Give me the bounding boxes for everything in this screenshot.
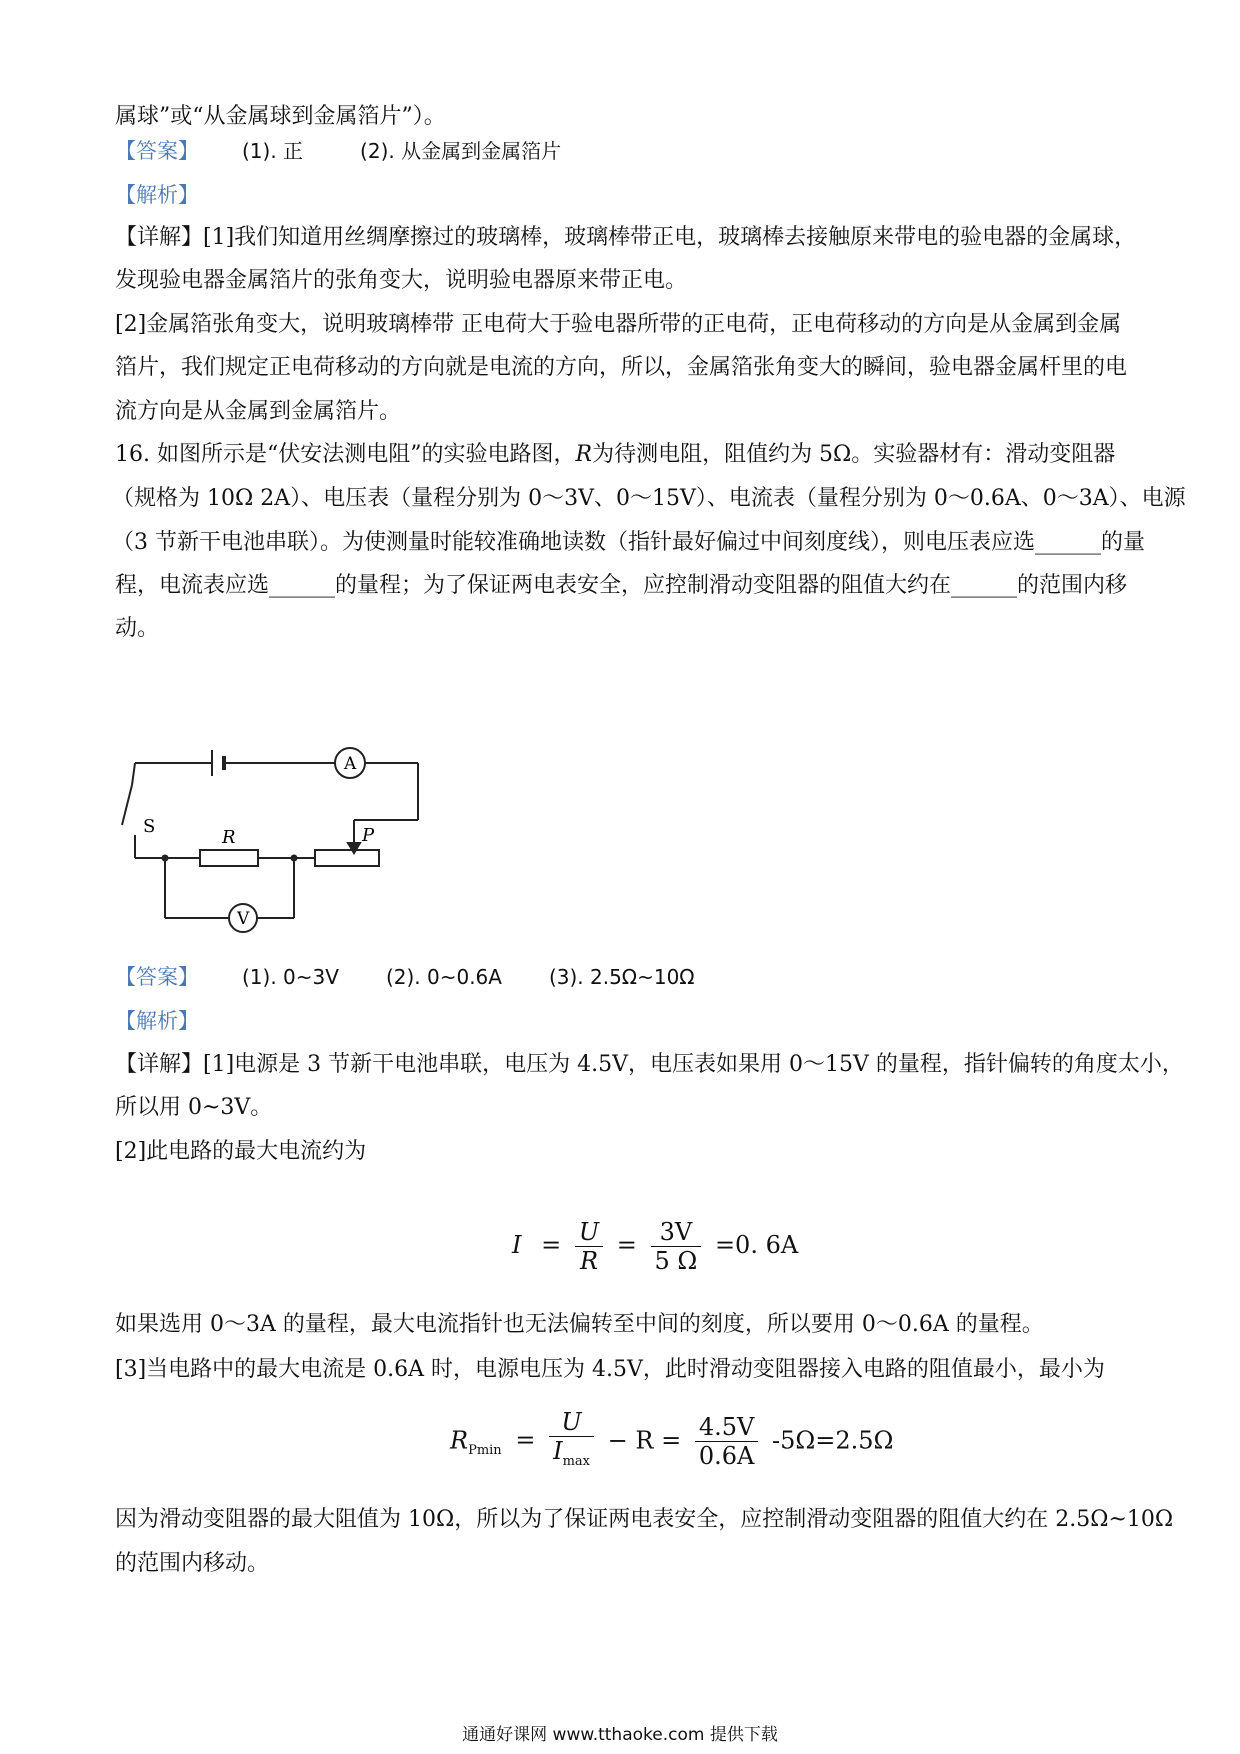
q16-detail-line: 【详解】[1]电源是 3 节新干电池串联，电压为 4.5V，电压表如果用 0～15V 的量程，指针偏转的角度太小， bbox=[115, 1052, 1184, 1077]
junction-dot bbox=[291, 855, 298, 862]
q16-question-line: 程，电流表应选______的量程；为了保证两电表安全，应控制滑动变阻器的阻值大约在______的范围内移 bbox=[115, 573, 1128, 598]
equals-sign: = bbox=[515, 1426, 536, 1455]
q16-answer-3: (3). 2.5Ω~10Ω bbox=[548, 965, 695, 989]
analysis-tag: 【解析】 bbox=[115, 1009, 199, 1033]
rheostat bbox=[315, 850, 379, 866]
q16-answer-row bbox=[115, 962, 695, 993]
fraction-u-imax: $\frac{U}{I_{max}}$ bbox=[549, 1408, 594, 1476]
q15-detail-line: 箔片，我们规定正电荷移动的方向就是电流的方向，所以，金属箔张角变大的瞬间，验电器金属杆里的电 bbox=[115, 355, 1128, 380]
q15-detail-line: 发现验电器金属箔片的张角变大，说明验电器原来带正电。 bbox=[115, 268, 688, 293]
formula-lhs: R bbox=[450, 1426, 469, 1455]
q15-detail-line: [2]金属箔张角变大，说明玻璃棒带 正电荷大于验电器所带的正电荷，正电荷移动的方向是从金属到金属 bbox=[115, 312, 1122, 337]
minus-r: − R = bbox=[607, 1426, 682, 1455]
q16-question-line: （3 节新干电池串联）。为使测量时能较准确地读数（指针最好偏过中间刻度线），则电压表应选______的量 bbox=[112, 530, 1145, 555]
q16-text: 16. 如图所示是“伏安法测电阻”的实验电路图， bbox=[115, 442, 576, 467]
equals-sign: = bbox=[616, 1231, 637, 1259]
resistor-label: R bbox=[222, 827, 236, 848]
q16-detail-line: 因为滑动变阻器的最大阻值为 10Ω，所以为了保证两电表安全，应控制滑动变阻器的阻值大约在 2.5Ω~10Ω bbox=[115, 1507, 1174, 1532]
q16-answer-1: (1). 0~3V bbox=[242, 965, 339, 989]
switch-label: S bbox=[143, 816, 156, 837]
q16-question-line: 动。 bbox=[115, 616, 160, 641]
fraction-u-r: $\frac{U}{R}$ bbox=[575, 1218, 603, 1275]
voltmeter-label: V bbox=[237, 909, 250, 929]
resistor-r bbox=[200, 850, 258, 866]
q15-detail-line: 流方向是从金属到金属箔片。 bbox=[115, 399, 402, 424]
q16-detail-line: [2]此电路的最大电流约为 bbox=[115, 1139, 367, 1164]
slider-label: P bbox=[362, 825, 375, 846]
ammeter-label: A bbox=[344, 754, 357, 774]
answer-tag: 【答案】 bbox=[115, 139, 199, 163]
junction-dot bbox=[162, 855, 169, 862]
prev-question-tail: 属球”或“从金属球到金属箔片”）。 bbox=[115, 104, 446, 129]
answer-tag: 【答案】 bbox=[115, 965, 199, 989]
formula-lhs: I bbox=[512, 1231, 522, 1259]
fraction-45v-06a: $\frac{4.5V}{0.6A}$ bbox=[695, 1413, 759, 1470]
q15-answer-row bbox=[115, 136, 561, 167]
formula-result: -5Ω=2.5Ω bbox=[771, 1426, 894, 1455]
analysis-tag: 【解析】 bbox=[115, 183, 199, 207]
q16-detail-line: [3]当电路中的最大电流是 0.6A 时，电源电压为 4.5V，此时滑动变阻器接入电路的阻值最小，最小为 bbox=[115, 1357, 1105, 1382]
formula-resistance bbox=[450, 1408, 893, 1476]
formula-current bbox=[512, 1218, 798, 1275]
fraction-3v-5ohm: $\frac{3V}{5 \Omega}$ bbox=[651, 1218, 702, 1275]
q16-var-r: R bbox=[575, 442, 593, 467]
switch-blade bbox=[122, 785, 132, 825]
subscript: Pmin bbox=[468, 1443, 502, 1459]
q16-answer-2: (2). 0~0.6A bbox=[385, 965, 502, 989]
equals-sign: = bbox=[541, 1231, 562, 1259]
q15-answer-1: (1). 正 bbox=[242, 139, 304, 163]
circuit-diagram bbox=[110, 735, 430, 945]
q16-detail-line: 所以用 0~3V。 bbox=[115, 1095, 273, 1120]
page-footer: 通通好课网 www.tthaoke.com 提供下载 bbox=[462, 1725, 778, 1745]
q16-question-line bbox=[115, 440, 1115, 470]
q16-text: 为待测电阻，阻值约为 5Ω。实验器材有：滑动变阻器 bbox=[592, 442, 1116, 467]
q15-answer-2: (2). 从金属到金属箔片 bbox=[360, 139, 562, 163]
formula-result: =0. 6A bbox=[714, 1231, 799, 1259]
q16-detail-line: 如果选用 0～3A 的量程，最大电流指针也无法偏转至中间的刻度，所以要用 0～0.6A 的量程。 bbox=[115, 1312, 1044, 1337]
q16-detail-line: 的范围内移动。 bbox=[115, 1551, 270, 1576]
slider-arrow bbox=[348, 843, 360, 853]
q15-detail-line: 【详解】[1]我们知道用丝绸摩擦过的玻璃棒，玻璃棒带正电，玻璃棒去接触原来带电的验电器的金属球， bbox=[115, 225, 1137, 250]
q16-question-line: （规格为 10Ω 2A）、电压表（量程分别为 0～3V、0～15V）、电流表（量程分别为 0～0.6A、0～3A）、电源 bbox=[112, 486, 1186, 511]
